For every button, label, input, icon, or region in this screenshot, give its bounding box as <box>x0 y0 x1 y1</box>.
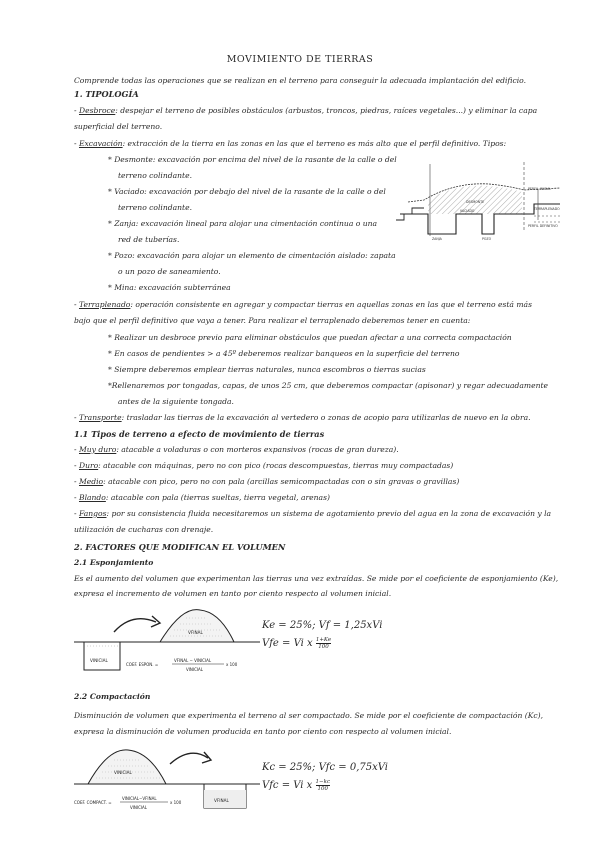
compactacion-eq-2: Vfc = Vi x $\frac{1-kc}{100}$ <box>262 779 331 792</box>
intro-text: Comprende todas las operaciones que se realizan en el terreno para conseguir la adecuada implantación del edificio. <box>74 76 527 85</box>
esponjamiento-figure <box>74 606 260 680</box>
compactacion-text-2: expresa la disminución de volumen producida en tanto por ciento con respecto al volumen inicial. <box>74 727 452 736</box>
label-terraplenado: TERRAPLENADO <box>534 207 560 211</box>
label-perfil-inicial: PERFIL INICIAL <box>528 187 552 191</box>
terraplenado-line-2: bajo que el perfil definitivo que vaya a tener. Para realizar el terraplenado deberemos tener en cuenta: <box>74 316 471 325</box>
coef-espon-numerator: VFINAL − VINICIAL <box>174 658 212 663</box>
terreno-duro: - Duro: atacable con máquinas, pero no con pico (rocas descompuestas, tierras muy compactadas) <box>74 461 454 470</box>
terraplenado-line: - Terraplenado: operación consistente en agregar y compactar tierras en aquellas zonas en las que el terreno está más <box>74 300 532 309</box>
label-perfil-definitivo: PERFIL DEFINITIVO <box>528 224 558 228</box>
terreno-fangos: - Fangos: por su consistencia fluida necesitaremos un sistema de agotamiento previo del agua en la zona de excavación y la <box>74 509 552 518</box>
section-2-heading: 2. FACTORES QUE MODIFICAN EL VOLUMEN <box>74 542 286 552</box>
desbroce-line-2: superficial del terreno. <box>74 122 163 131</box>
label-vinicial-comp: VINICIAL <box>114 770 132 775</box>
subsection-1-1-heading: 1.1 Tipos de terreno a efecto de movimiento de tierras <box>74 429 325 439</box>
label-desmonte: DESMONTE <box>466 200 485 204</box>
excavacion-line: - Excavación: extracción de la tierra en las zonas en las que el terreno es más alto que el perfil definitivo. Tipos: <box>74 139 507 148</box>
compactacion-text-1: Disminución de volumen que experimenta el terreno al ser compactado. Se mide por el coeficiente de compactación (Kc), <box>74 711 544 720</box>
compactacion-figure <box>74 744 260 820</box>
coef-espon-denominator: VINICIAL <box>186 667 204 672</box>
compactacion-eq-1: Kc = 25%; Vfc = 0,75xVi <box>262 762 388 773</box>
desbroce-line: - Desbroce: despejar el terreno de posibles obstáculos (arbustos, troncos, piedras, raíces vegetales...) y eliminar la capa <box>74 106 538 115</box>
esponjamiento-text-2: expresa el incremento de volumen en tanto por ciento respecto al volumen inicial. <box>74 589 392 598</box>
page-title: MOVIMIENTO DE TIERRAS <box>226 54 374 65</box>
transporte-line: - Transporte: trasladar las tierras de la excavación al vertedero o zonas de acopio para utilizarlas de nuevo en la obra. <box>74 413 531 422</box>
excavation-profile-figure <box>394 160 562 252</box>
excavacion-term: Excavación <box>78 139 123 148</box>
terr-item-3: * Siempre deberemos emplear tierras naturales, nunca escombros o tierras sucias <box>108 365 426 374</box>
terreno-muy-duro: - Muy duro: atacable a voladuras o con morteros expansivos (rocas de gran dureza). <box>74 445 399 454</box>
label-pozo: POZO <box>482 237 492 241</box>
tipo-vaciado: * Vaciado: excavación por debajo del nivel de la rasante de la calle o del <box>108 187 386 196</box>
tipo-desmonte-cont: terreno colindante. <box>118 171 192 180</box>
coef-espon-x100: x 100 <box>226 662 238 667</box>
subsection-2-2-heading: 2.2 Compactación <box>74 692 151 701</box>
subsection-2-1-heading: 2.1 Esponjamiento <box>74 558 154 567</box>
desbroce-term: Desbroce <box>78 106 116 115</box>
tipo-desmonte: * Desmonte: excavación por encima del nivel de la rasante de la calle o del <box>108 155 397 164</box>
terreno-medio: - Medio: atacable con pico, pero no con pala (arcillas semicompactadas con o sin gravas o gravillas) <box>74 477 460 486</box>
tipo-mina: * Mina: excavación subterránea <box>108 283 231 292</box>
label-zanja: ZANJA <box>432 237 442 241</box>
tipo-pozo-cont: o un pozo de saneamiento. <box>118 267 221 276</box>
terr-item-1: * Realizar un desbroce previo para eliminar obstáculos que puedan afectar a una correcta compactación <box>108 333 512 342</box>
label-vfinal-comp: VFINAL <box>214 798 229 803</box>
coef-compact-denominator: VINICIAL <box>130 805 148 810</box>
coef-espon-label: COEF. ESPON. = <box>126 662 159 667</box>
tipo-zanja-cont: red de tuberías. <box>118 235 180 244</box>
esponjamiento-eq-1: Ke = 25%; Vf = 1,25xVi <box>262 620 383 631</box>
label-vinicial: VINICIAL <box>90 658 108 663</box>
section-1-heading: 1. TIPOLOGÍA <box>74 89 139 99</box>
coef-compact-x100: x 100 <box>170 800 182 805</box>
transporte-term: Transporte <box>78 413 122 422</box>
label-vaciado: VACIADO <box>460 209 475 213</box>
terraplenado-term: Terraplenado <box>78 300 131 309</box>
tipo-vaciado-cont: terreno colindante. <box>118 203 192 212</box>
coef-compact-label: COEF. COMPACT. = <box>74 800 112 805</box>
coef-compact-numerator: VINICIAL−VFINAL <box>122 796 157 801</box>
tipo-pozo: * Pozo: excavación para alojar un elemento de cimentación aislado: zapata <box>108 251 396 260</box>
terreno-blando: - Blando: atacable con pala (tierras sueltas, tierra vegetal, arenas) <box>74 493 330 502</box>
esponjamiento-eq-2: Vfe = Vi x $\frac{1+Ke}{100}$ <box>262 637 332 650</box>
esponjamiento-text-1: Es el aumento del volumen que experimentan las tierras una vez extraídas. Se mide por el coeficiente de esponjamiento (Ke), <box>74 574 559 583</box>
label-vfinal: VFINAL <box>188 630 203 635</box>
terr-item-4-cont: antes de la siguiente tongada. <box>118 397 234 406</box>
terr-item-2: * En casos de pendientes > a 45º deberemos realizar banqueos en la superficie del terreno <box>108 349 460 358</box>
terreno-fangos-cont: utilización de cucharas con drenaje. <box>74 525 214 534</box>
tipo-zanja: * Zanja: excavación lineal para alojar una cimentación continua o una <box>108 219 378 228</box>
terr-item-4: *Rellenaremos por tongadas, capas, de unos 25 cm, que deberemos compactar (apisonar) y regar adecuadamente <box>108 381 549 390</box>
